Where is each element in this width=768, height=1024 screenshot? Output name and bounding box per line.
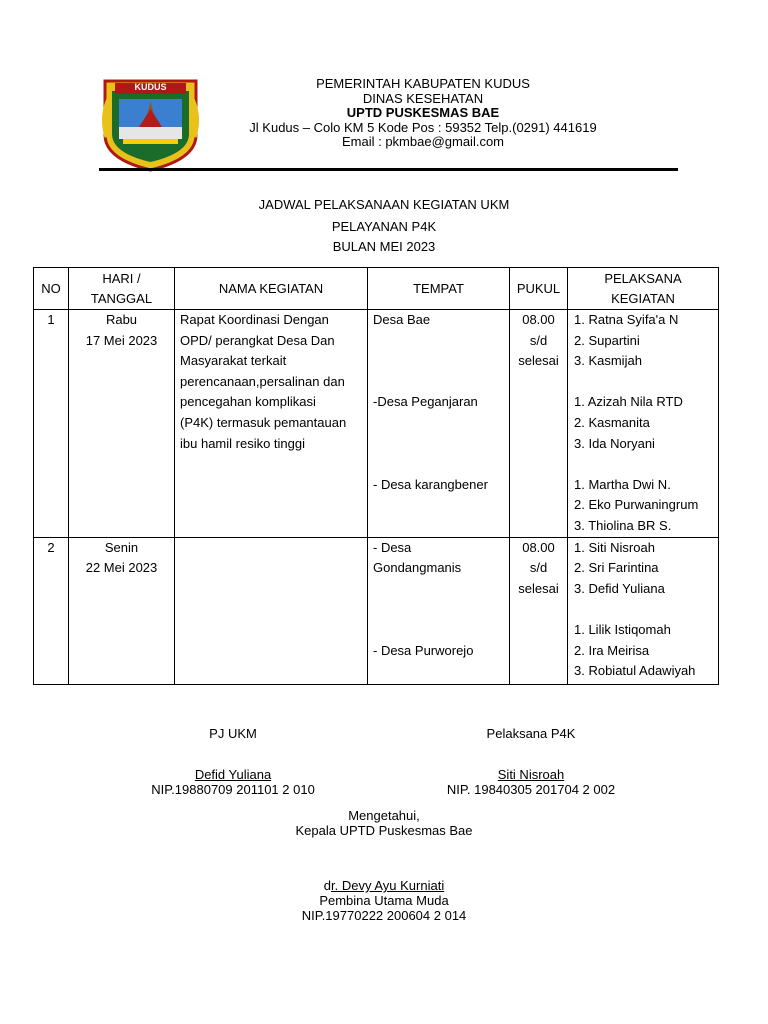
head-name [234, 878, 534, 893]
row-place-cell [368, 310, 510, 538]
letterhead-divider [99, 168, 678, 171]
header-date: TANGGAL [90, 290, 153, 306]
kudus-coat-of-arms-logo [99, 77, 202, 172]
time-end: selesai [518, 580, 559, 596]
document-title: JADWAL PELAKSANAAN KEGIATAN UKM [258, 197, 510, 212]
staff-name: 1. Siti Nisroah [574, 539, 655, 555]
row-day-cell [69, 537, 175, 684]
staff-name: 2. Supartini [574, 332, 640, 348]
staff-name: 2. Sri Farintina [574, 560, 659, 576]
staff-name: 2. Ira Meirisa [574, 642, 650, 658]
row-date: 17 Mei 2023 [85, 332, 158, 348]
time-start: 08.00 [522, 539, 555, 555]
acknowledged-label: Mengetahui, [348, 808, 420, 823]
signature-head [234, 808, 534, 923]
time-end: selesai [518, 353, 559, 369]
letterhead [205, 77, 641, 150]
header-staff-line1: PELAKSANA [604, 270, 682, 286]
staff-name: 1. Lilik Istiqomah [574, 621, 671, 637]
place-name: - Desa [373, 539, 412, 555]
logo-text: KUDUS [134, 82, 167, 92]
schedule-table [33, 267, 719, 685]
left-nip: NIP.19880709 201101 2 010 [151, 782, 315, 797]
staff-name: 1. Ratna Syifa'a N [574, 312, 679, 327]
department-name: DINAS KESEHATAN [362, 90, 484, 106]
row-staff-cell [568, 537, 719, 684]
header-place: TEMPAT [368, 268, 510, 310]
row-time-cell [510, 310, 568, 538]
staff-name: 3. Robiatul Adawiyah [574, 663, 696, 679]
header-day: HARI / [102, 270, 141, 286]
place-name-cont: Gondangmanis [373, 560, 462, 576]
document-period: BULAN MEI 2023 [332, 239, 436, 254]
place-name: - Desa Purworejo [373, 642, 474, 658]
activity-line: perencanaan,persalinan dan [180, 373, 345, 389]
header-staff-line2: KEGIATAN [611, 290, 675, 306]
row-day: Rabu [105, 312, 138, 327]
row-day-cell [69, 310, 175, 538]
staff-name: 3. Ida Noryani [574, 435, 655, 451]
header-no: NO [34, 268, 69, 310]
table-header-row [34, 268, 719, 310]
header-day-date [69, 268, 175, 310]
staff-name: 2. Kasmanita [574, 414, 650, 430]
row-no: 2 [47, 539, 55, 555]
row-date: 22 Mei 2023 [85, 560, 158, 576]
staff-name: 3. Defid Yuliana [574, 580, 665, 596]
staff-name: 1. Azizah Nila RTD [574, 394, 683, 410]
activity-line: Masyarakat terkait [180, 353, 287, 369]
head-rank: Pembina Utama Muda [319, 893, 449, 908]
left-name: Defid Yuliana [194, 767, 272, 782]
signature-right [421, 726, 641, 797]
activity-line: (P4K) termasuk pemantauan [180, 414, 347, 430]
place-name: Desa Bae [373, 312, 431, 327]
table-row [34, 310, 719, 538]
header-staff [568, 268, 719, 310]
email-line: Email : pkmbae@gmail.com [341, 134, 505, 149]
table-row [34, 537, 719, 684]
head-name-prefix: d [323, 878, 331, 893]
header-activity: NAMA KEGIATAN [175, 268, 368, 310]
staff-name: 3. Kasmijah [574, 353, 642, 369]
place-name: -Desa Peganjaran [373, 394, 478, 410]
row-activity-cell [175, 310, 368, 538]
document-subtitle: PELAYANAN P4K [331, 219, 437, 234]
activity-line: OPD/ perangkat Desa Dan [180, 332, 335, 348]
right-role: Pelaksana P4K [486, 726, 576, 741]
time-sep: s/d [529, 332, 548, 348]
head-name-rest: r. Devy Ayu Kurniati [331, 878, 445, 893]
activity-line: pencegahan komplikasi [180, 394, 316, 410]
address-line: Jl Kudus – Colo KM 5 Kode Pos : 59352 Telp.(0291) 441619 [249, 119, 597, 135]
government-name: PEMERINTAH KABUPATEN KUDUS [316, 76, 530, 91]
row-activity-cell [175, 537, 368, 684]
place-name: - Desa karangbener [373, 476, 488, 492]
time-start: 08.00 [522, 312, 555, 327]
activity-line: ibu hamil resiko tinggi [180, 435, 306, 451]
row-staff-cell [568, 310, 719, 538]
row-day: Senin [104, 539, 139, 555]
row-no: 1 [47, 312, 55, 327]
right-nip: NIP. 19840305 201704 2 002 [446, 782, 616, 797]
time-sep: s/d [529, 560, 548, 576]
right-name: Siti Nisroah [497, 767, 565, 782]
row-time-cell [510, 537, 568, 684]
row-no-cell [34, 537, 69, 684]
row-place-cell [368, 537, 510, 684]
head-nip: NIP.19770222 200604 2 014 [301, 908, 467, 923]
header-time: PUKUL [510, 268, 568, 310]
left-role: PJ UKM [209, 726, 257, 741]
signature-left [133, 726, 333, 797]
staff-name: 1. Martha Dwi N. [574, 476, 671, 492]
row-no-cell [34, 310, 69, 538]
staff-name: 3. Thiolina BR S. [574, 517, 672, 533]
activity-line: Rapat Koordinasi Dengan [180, 312, 329, 327]
institution-name: UPTD PUSKESMAS BAE [346, 105, 500, 120]
head-position: Kepala UPTD Puskesmas Bae [295, 823, 473, 838]
staff-name: 2. Eko Purwaningrum [574, 497, 699, 513]
